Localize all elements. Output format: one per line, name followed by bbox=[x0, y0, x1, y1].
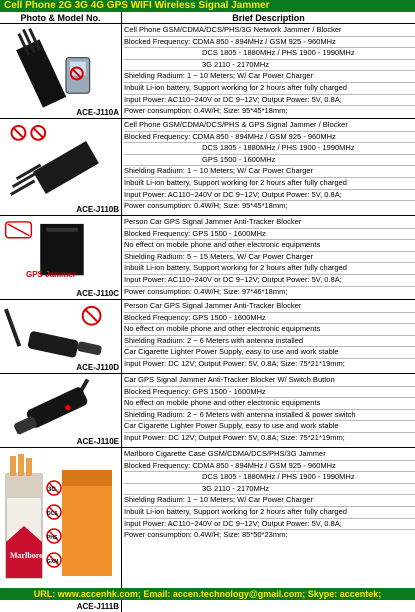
description-line: 3G 2110 - 2170MHz bbox=[124, 60, 415, 72]
product-description bbox=[122, 300, 415, 373]
jammer-with-phone-image bbox=[0, 24, 120, 118]
description-line: Power consumption: 0.4W/H; Size: 97*46*18mm; bbox=[124, 286, 288, 296]
description-line: Shielding Radium: 5 ~ 15 Meters, W/ Car Power Charger bbox=[124, 252, 415, 264]
model-number: ACE-J111B bbox=[76, 602, 119, 611]
model-number: ACE-J110D bbox=[76, 363, 119, 372]
product-row-j110d bbox=[0, 300, 415, 374]
model-number: ACE-J110A bbox=[76, 108, 119, 117]
product-photo-j110c bbox=[0, 216, 122, 299]
product-description bbox=[122, 216, 415, 299]
description-line: Input Power: AC110~240V or DC 9~12V; Output Power: 5V, 0.8A; bbox=[124, 275, 415, 287]
description-line: DCS 1805 - 1880MHz / PHS 1900 - 1990MHz bbox=[124, 472, 415, 484]
description-line: Input Power: DC 12V; Output Power: 5V, 0.8A; Size: 75*21*19mm; bbox=[124, 358, 345, 368]
description-line: Shielding Radium: 2 ~ 6 Meters with antenna installed bbox=[124, 336, 415, 348]
description-line: Input Power: AC110~240V or DC 9~12V; Output Power: 5V, 0.8A; bbox=[124, 519, 415, 531]
model-number: ACE-J110B bbox=[76, 205, 119, 214]
product-description bbox=[122, 119, 415, 215]
description-line: No effect on mobile phone and other electronic equipments bbox=[124, 398, 415, 410]
description-line: Inbuilt Li-ion battery, Support working for 2 hours after fully charged bbox=[124, 263, 415, 275]
description-line: Power consumption: 0.4W/H; Size: 95*45*18mm; bbox=[124, 106, 288, 116]
svg-text:DCS: DCS bbox=[47, 511, 58, 517]
description-line: Blocked Frequency: CDMA 850 - 894MHz / GSM 925 - 960MHz bbox=[124, 37, 415, 49]
description-line: Shielding Radium: 1 ~ 10 Meters; W/ Car Power Charger bbox=[124, 166, 415, 178]
description-line: GPS 1500 - 1600MHz bbox=[124, 155, 415, 167]
description-line: Inbuilt Li-ion battery, Support working for 2 hours after fully charged bbox=[124, 507, 415, 519]
description-line: Inbuilt Li-ion battery, Support working for 2 hours after fully charged bbox=[124, 178, 415, 190]
description-line: Marlboro Cigarette Case GSM/CDMA/DCS/PHS/3G Jammer bbox=[124, 449, 415, 461]
description-line: DCS 1805 - 1880MHz / PHS 1900 - 1990MHz bbox=[124, 48, 415, 60]
svg-text:GXM: GXM bbox=[47, 559, 59, 565]
column-header-description: Brief Description bbox=[232, 13, 305, 23]
description-line: Blocked Frequency: GPS 1500 - 1600MHz bbox=[124, 229, 415, 241]
model-number: ACE-J110C bbox=[76, 289, 119, 298]
description-line: Input Power: DC 12V; Output Power: 5V, 0.8A; Size: 75*21*19mm; bbox=[124, 432, 345, 442]
page-title: Cell Phone 2G 3G 4G GPS WIFI Wireless Signal Jammer bbox=[0, 0, 415, 12]
description-line: Cell Phone GSM/CDMA/DCS/PHS & GPS Signal Jammer / Blocker bbox=[124, 120, 415, 132]
product-row-j110b bbox=[0, 119, 415, 216]
table-header bbox=[0, 12, 415, 24]
description-line: 3G 2110 - 2170MHz bbox=[124, 484, 415, 496]
gps-jammer-image bbox=[0, 216, 120, 299]
column-header-photo: Photo & Model No. bbox=[0, 12, 122, 23]
gps-jammer-label: GPS Jammer bbox=[26, 270, 76, 279]
description-line: Car GPS Signal Jammer Anti-Tracker Blocker W/ Switch Button bbox=[124, 375, 415, 387]
description-line: Blocked Frequency: CDMA 850 - 894MHz / GSM 925 - 960MHz bbox=[124, 132, 415, 144]
product-row-j110a bbox=[0, 24, 415, 119]
description-line: Input Power: AC110~240V or DC 9~12V; Output Power: 5V, 0.8A; bbox=[124, 95, 415, 107]
product-description bbox=[122, 24, 415, 118]
description-line: Shielding Radium: 1 ~ 10 Meters; W/ Car Power Charger bbox=[124, 71, 415, 83]
description-line: Car Cigarette Lighter Power Supply, easy to use and work stable bbox=[124, 421, 415, 433]
description-line: Shielding Radium: 2 ~ 6 Meters with antenna installed & power switch bbox=[124, 410, 415, 422]
description-line: Shielding Radium: 1 ~ 10 Meters; W/ Car Power Charger bbox=[124, 495, 415, 507]
jammer-antennas-image bbox=[0, 119, 120, 215]
description-line: No effect on mobile phone and other electronic equipments bbox=[124, 324, 415, 336]
product-description bbox=[122, 374, 415, 447]
description-line: Blocked Frequency: CDMA 850 - 894MHz / GSM 925 - 960MHz bbox=[124, 461, 415, 473]
description-line: Input Power: AC110~240V or DC 9~12V; Output Power: 5V, 0.8A; bbox=[124, 190, 415, 202]
description-line: Cell Phone GSM/CDMA/DCS/PHS/3G Network Jammer / Blocker bbox=[124, 25, 415, 37]
description-line: Car Cigarette Lighter Power Supply, easy to use and work stable bbox=[124, 347, 415, 359]
svg-text:Marlboro: Marlboro bbox=[10, 551, 44, 560]
product-photo-j110d bbox=[0, 300, 122, 373]
svg-text:3G: 3G bbox=[48, 487, 57, 493]
description-line: Person Car GPS Signal Jammer Anti-Tracker Blocker bbox=[124, 301, 415, 313]
model-number: ACE-J110E bbox=[76, 437, 119, 446]
product-photo-j110e bbox=[0, 374, 122, 447]
product-row-j110c bbox=[0, 216, 415, 300]
product-photo-j110a bbox=[0, 24, 122, 118]
svg-text:PHS: PHS bbox=[47, 535, 58, 541]
contact-footer: URL: www.accenhk.com; Email: accen.technology@gmail.com; Skype: accentek; bbox=[0, 588, 415, 600]
description-line: Person Car GPS Signal Jammer Anti-Tracker Blocker bbox=[124, 217, 415, 229]
product-row-j110e bbox=[0, 374, 415, 448]
product-photo-j110b bbox=[0, 119, 122, 215]
description-line: Inbuilt Li-ion battery, Support working for 2 hours after fully charged bbox=[124, 83, 415, 95]
description-line: No effect on mobile phone and other electronic equipments bbox=[124, 240, 415, 252]
description-line: Power consumption: 0.4W/H; Size: 95*45*18mm; bbox=[124, 201, 288, 211]
description-line: Blocked Frequency: GPS 1500 - 1600MHz bbox=[124, 387, 415, 399]
description-line: Blocked Frequency: GPS 1500 - 1600MHz bbox=[124, 313, 415, 325]
description-line: Power consumption: 0.4W/H; Size: 85*50*23mm; bbox=[124, 530, 288, 540]
description-line: DCS 1805 - 1880MHz / PHS 1900 - 1990MHz bbox=[124, 143, 415, 155]
